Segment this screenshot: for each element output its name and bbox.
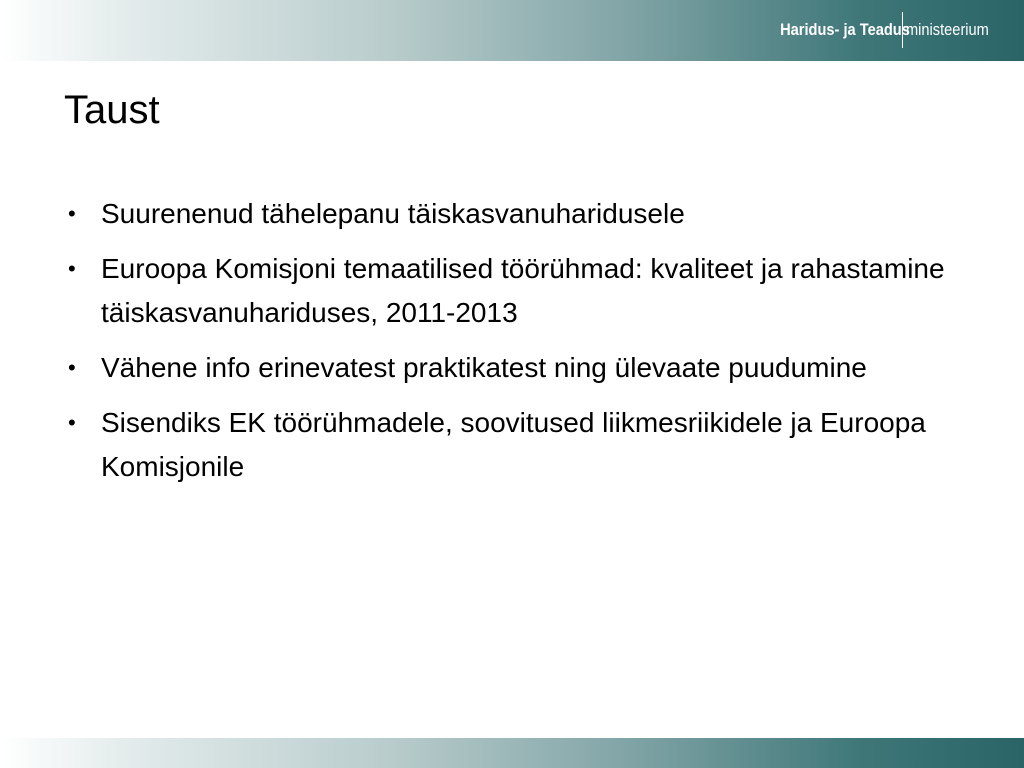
bullet-item: [64, 192, 984, 236]
bullet-icon: •: [68, 410, 76, 435]
bullet-text: Sisendiks EK töörühmadele, soovitused liikmesriikidele ja Euroopa Komisjonile: [101, 407, 926, 482]
bullet-text: Suurenenud tähelepanu täiskasvanuharidusele: [101, 198, 685, 229]
bullet-item: [64, 346, 984, 390]
bullet-item: [64, 401, 984, 489]
header-band: [0, 0, 1024, 61]
bullet-icon: •: [68, 256, 76, 281]
logo-strong-text: Haridus- ja Teadus: [779, 20, 910, 39]
bullet-icon: •: [68, 201, 76, 226]
bullet-item: [64, 247, 984, 335]
footer-band: [0, 738, 1024, 768]
logo-light-text: ministeerium: [905, 20, 989, 39]
bullet-list: [64, 192, 984, 500]
bullet-icon: •: [68, 355, 76, 380]
slide-title: Taust: [64, 88, 160, 132]
bullet-text: Euroopa Komisjoni temaatilised töörühmad: kvaliteet ja rahastamine täiskasvanuhariduses, 2011-2013: [101, 253, 945, 328]
ministry-logo: [759, 12, 1002, 48]
bullet-text: Vähene info erinevatest praktikatest ning ülevaate puudumine: [101, 352, 867, 383]
